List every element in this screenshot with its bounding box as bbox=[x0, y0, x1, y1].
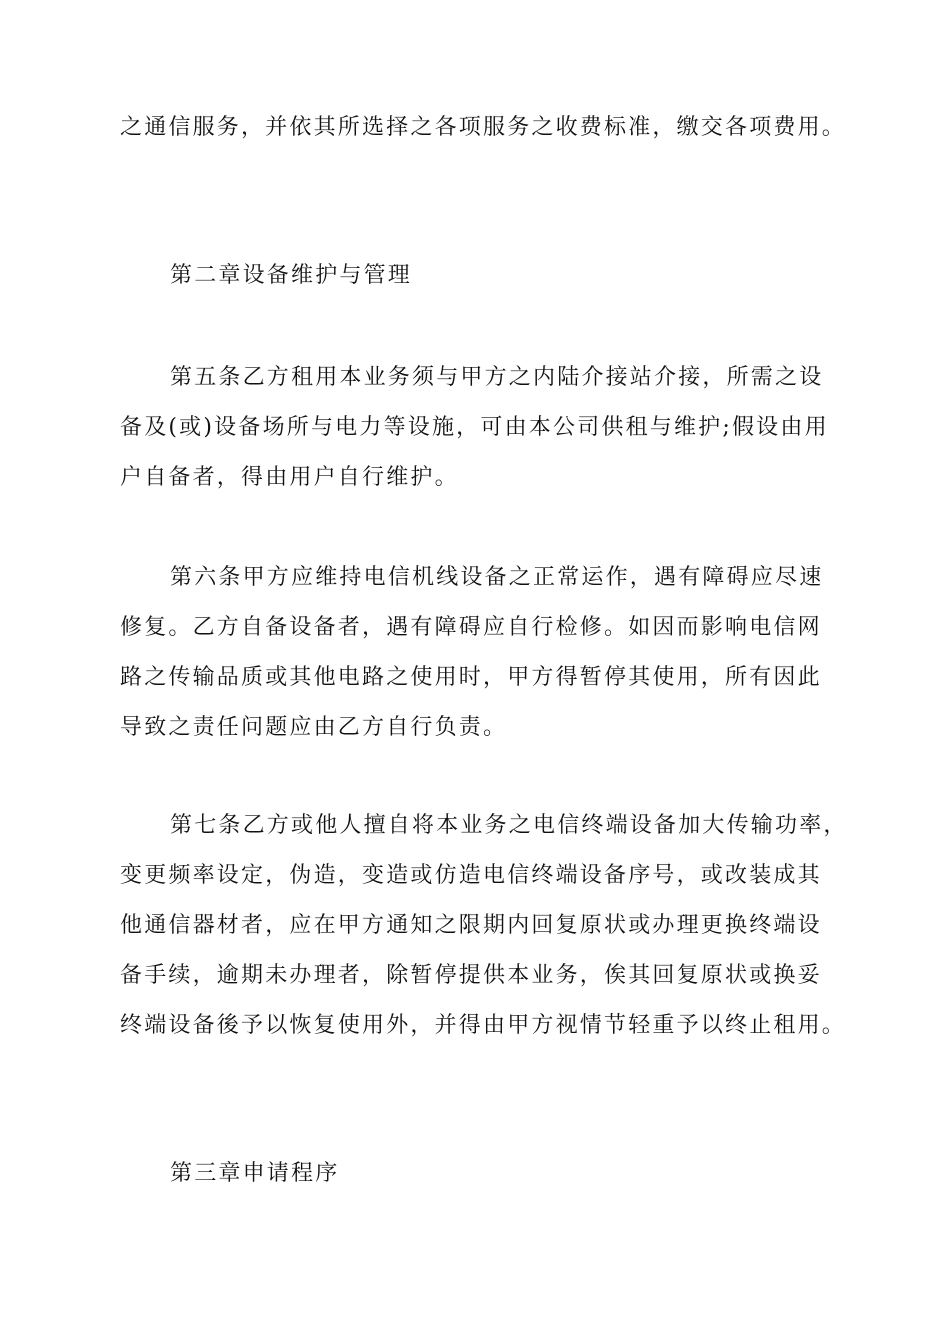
article-7-line: 第七条乙方或他人擅自将本业务之电信终端设备加大传输功率， bbox=[170, 813, 848, 838]
article-5-line: 备及(或)设备场所与电力等设施，可由本公司供租与维护;假设由用 bbox=[120, 415, 829, 440]
article-5-line: 户自备者，得由用户自行维护。 bbox=[120, 465, 459, 490]
article-7-line: 备手续，逾期未办理者，除暂停提供本业务，俟其回复原状或换妥 bbox=[120, 963, 822, 988]
article-6-line: 导致之责任问题应由乙方自行负责。 bbox=[120, 715, 508, 740]
chapter-heading: 第二章设备维护与管理 bbox=[170, 263, 413, 288]
paragraph-line: 之通信服务，并依其所选择之各项服务之收费标准，缴交各项费用。 bbox=[120, 115, 847, 140]
article-6-line: 修复。乙方自备设备者，遇有障碍应自行检修。如因而影响电信网 bbox=[120, 615, 822, 640]
article-7-line: 终端设备後予以恢复使用外，并得由甲方视情节轻重予以终止租用。 bbox=[120, 1013, 847, 1038]
article-7-line: 变更频率设定，伪造，变造或仿造电信终端设备序号，或改装成其 bbox=[120, 863, 822, 888]
article-6-line: 第六条甲方应维持电信机线设备之正常运作，遇有障碍应尽速 bbox=[170, 565, 824, 590]
chapter-heading: 第三章申请程序 bbox=[170, 1161, 340, 1186]
article-7-line: 他通信器材者，应在甲方通知之限期内回复原状或办理更换终端设 bbox=[120, 913, 822, 938]
article-6-line: 路之传输品质或其他电路之使用时，甲方得暂停其使用，所有因此 bbox=[120, 665, 822, 690]
article-5-line: 第五条乙方租用本业务须与甲方之内陆介接站介接，所需之设 bbox=[170, 365, 824, 390]
